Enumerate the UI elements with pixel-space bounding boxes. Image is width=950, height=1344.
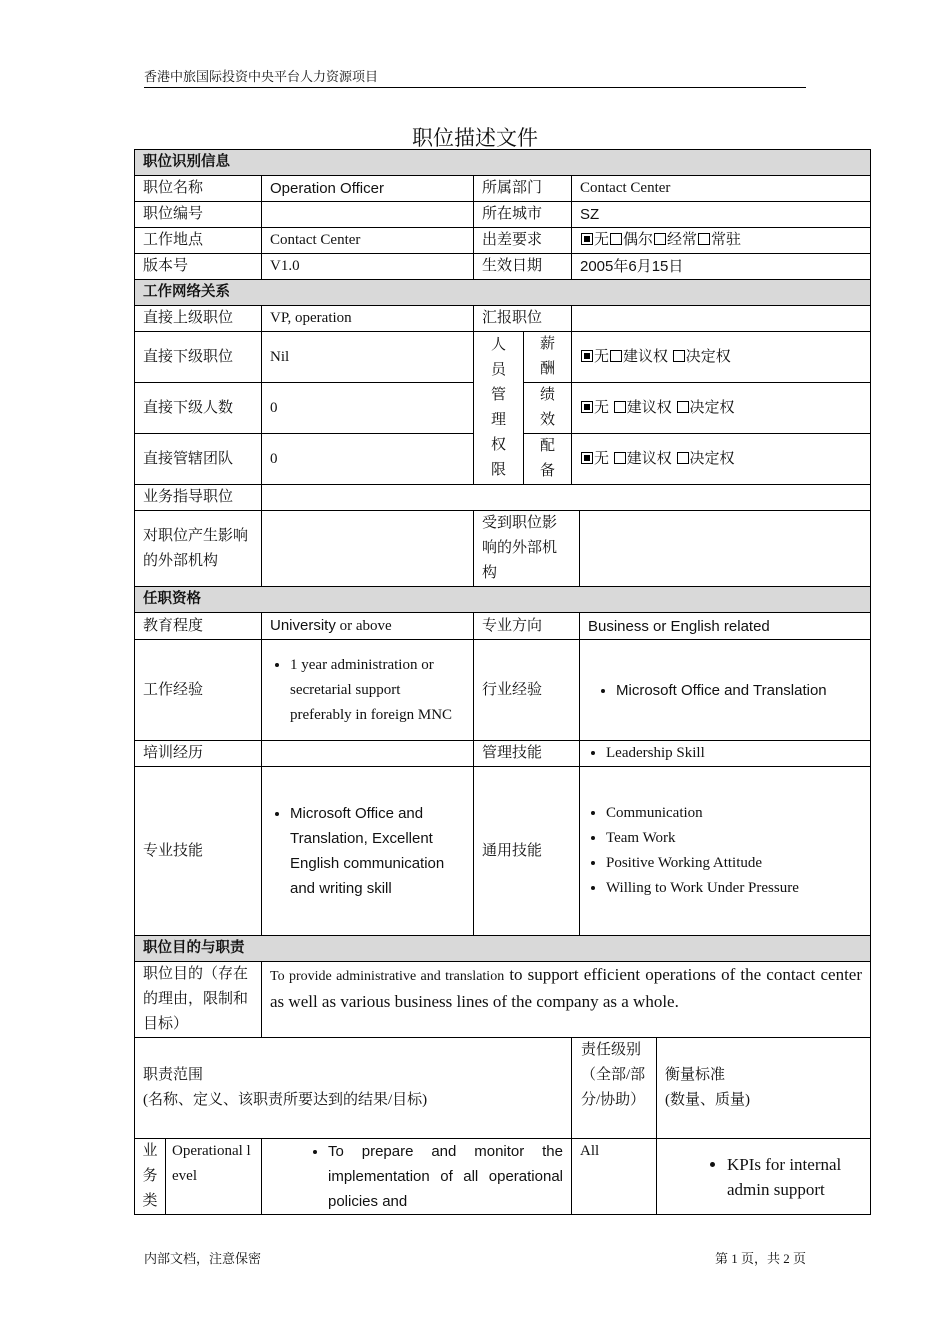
- label-superior: 直接上级职位: [135, 306, 262, 332]
- value-department: Contact Center: [572, 176, 871, 202]
- value-purpose: To provide administrative and translation to support efficient operations of the contact center as well as various business lines of the company as a whole.: [262, 962, 871, 1038]
- project-title: 香港中旅国际投资中央平台人力资源项目: [144, 69, 379, 84]
- label-training: 培训经历: [135, 741, 262, 767]
- label-subordinate: 直接下级职位: [135, 332, 262, 383]
- checkbox-travel-occasional[interactable]: [610, 233, 622, 245]
- label-department: 所属部门: [474, 176, 572, 202]
- section-network: 工作网络关系: [135, 280, 871, 306]
- checkbox-staff-suggest[interactable]: [614, 452, 626, 464]
- value-city: SZ: [572, 202, 871, 228]
- label-external-affecting: 对职位产生影响的外部机构: [135, 511, 262, 587]
- job-description-table: [134, 149, 871, 1215]
- value-subordinate: Nil: [262, 332, 474, 383]
- value-guidance: [262, 485, 871, 511]
- label-education: 教育程度: [135, 613, 262, 640]
- checkbox-travel-frequent[interactable]: [654, 233, 666, 245]
- value-superior: VP, operation: [262, 306, 474, 332]
- list-item: • Team Work: [606, 826, 862, 851]
- duty-description: [262, 1139, 572, 1215]
- label-sub-count: 直接下级人数: [135, 383, 262, 434]
- label-location: 工作地点: [135, 228, 262, 254]
- salary-options: 无 建议权 决定权: [572, 332, 871, 383]
- label-responsibility-level: 责任级别（全部/部分/协助）: [572, 1038, 657, 1139]
- list-item: • Microsoft Office and Translation: [616, 678, 862, 703]
- travel-options: 无 偶尔 经常 常驻: [572, 228, 871, 254]
- label-position-code: 职位编号: [135, 202, 262, 228]
- document-title: 职位描述文件: [412, 126, 538, 150]
- checkbox-perf-none[interactable]: [581, 401, 593, 413]
- value-report: [572, 306, 871, 332]
- label-version: 版本号: [135, 254, 262, 280]
- staffing-label: 配 备: [524, 434, 572, 485]
- checkbox-salary-none[interactable]: [581, 350, 593, 362]
- label-industry-experience: 行业经验: [474, 640, 580, 741]
- label-travel: 出差要求: [474, 228, 572, 254]
- value-external-affecting: [262, 511, 474, 587]
- label-measurement: 衡量标准 (数量、质量): [657, 1038, 871, 1139]
- list-item: • To prepare and monitor the implementation of all operational policies and: [328, 1139, 563, 1214]
- salary-label: 薪 酬: [524, 332, 572, 383]
- label-professional-skill: 专业技能: [135, 767, 262, 936]
- list-item: • Microsoft Office and Translation, Excellent English communication and writing skill: [290, 801, 465, 901]
- checkbox-staff-decide[interactable]: [677, 452, 689, 464]
- label-major: 专业方向: [474, 613, 580, 640]
- label-team: 直接管辖团队: [135, 434, 262, 485]
- checkbox-travel-none[interactable]: [581, 233, 593, 245]
- staffing-options: 无 建议权 决定权: [572, 434, 871, 485]
- section-identify: 职位识别信息: [135, 150, 871, 176]
- label-external-affected: 受到职位影响的外部机构: [474, 511, 580, 587]
- operational-level: Operational level: [166, 1139, 262, 1215]
- footer-page-number: 第 1 页，共 2 页: [714, 1251, 806, 1266]
- label-management-skill: 管理技能: [474, 741, 580, 767]
- value-effective-date: 2005年6月15日: [572, 254, 871, 280]
- label-general-skill: 通用技能: [474, 767, 580, 936]
- value-general-skill: [580, 767, 871, 936]
- list-item: • KPIs for internal admin support: [727, 1152, 862, 1202]
- label-city: 所在城市: [474, 202, 572, 228]
- checkbox-perf-decide[interactable]: [677, 401, 689, 413]
- kpi-measurement: [657, 1139, 871, 1215]
- checkbox-travel-resident[interactable]: [698, 233, 710, 245]
- list-item: • Positive Working Attitude: [606, 851, 862, 876]
- list-item: • Leadership Skill: [606, 741, 862, 766]
- category-label: 业 务 类: [135, 1139, 166, 1215]
- value-position-name: Operation Officer: [262, 176, 474, 202]
- label-position-name: 职位名称: [135, 176, 262, 202]
- label-work-experience: 工作经验: [135, 640, 262, 741]
- authority-label: 人 员 管 理 权 限: [474, 332, 524, 485]
- page-header: [144, 66, 806, 88]
- list-item: • Communication: [606, 801, 862, 826]
- label-purpose: 职位目的（存在的理由，限制和目标）: [135, 962, 262, 1038]
- list-item: • 1 year administration or secretarial support preferably in foreign MNC: [290, 653, 465, 728]
- performance-label: 绩 效: [524, 383, 572, 434]
- label-guidance: 业务指导职位: [135, 485, 262, 511]
- value-team: 0: [262, 434, 474, 485]
- responsibility-level-value: All: [572, 1139, 657, 1215]
- value-industry-experience: [580, 640, 871, 741]
- value-location: Contact Center: [262, 228, 474, 254]
- value-management-skill: [580, 741, 871, 767]
- footer-confidential: 内部文档，注意保密: [144, 1251, 262, 1266]
- value-education: University or above: [262, 613, 474, 640]
- value-sub-count: 0: [262, 383, 474, 434]
- value-position-code: [262, 202, 474, 228]
- section-qualify: 任职资格: [135, 587, 871, 613]
- list-item: • Willing to Work Under Pressure: [606, 876, 862, 901]
- label-effective-date: 生效日期: [474, 254, 572, 280]
- label-duty-scope: 职责范围 (名称、定义、该职责所要达到的结果/目标): [135, 1038, 572, 1139]
- checkbox-salary-suggest[interactable]: [610, 350, 622, 362]
- section-purpose: 职位目的与职责: [135, 936, 871, 962]
- value-major: Business or English related: [580, 613, 871, 640]
- checkbox-salary-decide[interactable]: [673, 350, 685, 362]
- label-report: 汇报职位: [474, 306, 572, 332]
- section-row: [135, 150, 871, 176]
- value-training: [262, 741, 474, 767]
- value-external-affected: [580, 511, 871, 587]
- value-version: V1.0: [262, 254, 474, 280]
- value-work-experience: [262, 640, 474, 741]
- checkbox-staff-none[interactable]: [581, 452, 593, 464]
- performance-options: 无 建议权 决定权: [572, 383, 871, 434]
- checkbox-perf-suggest[interactable]: [614, 401, 626, 413]
- value-professional-skill: [262, 767, 474, 936]
